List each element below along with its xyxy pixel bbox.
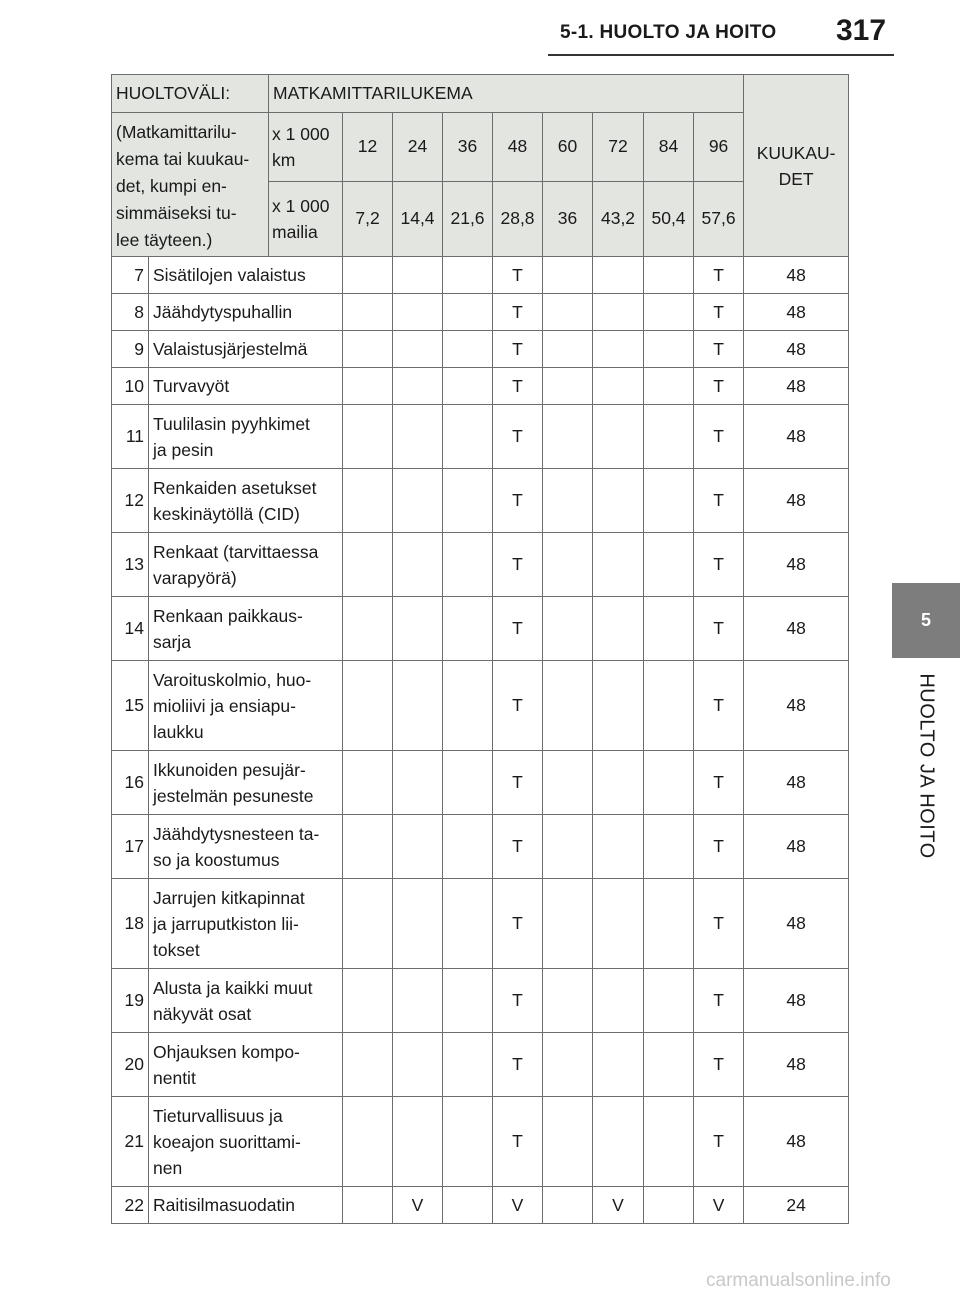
mile-unit-line: mailia	[272, 221, 318, 242]
km-interval-value: 96	[694, 113, 744, 182]
service-mark	[343, 294, 393, 331]
service-mark: T	[493, 597, 543, 661]
item-number: 9	[112, 331, 149, 368]
chapter-tab-number: 5	[920, 610, 931, 630]
service-mark	[393, 969, 443, 1033]
service-mark: V	[493, 1187, 543, 1224]
km-interval-value: 84	[644, 113, 694, 182]
item-name	[149, 1187, 343, 1224]
table-row	[112, 969, 849, 1033]
table-row	[112, 1097, 849, 1187]
item-name-line: so ja koostumus	[153, 849, 280, 870]
item-name-line: Renkaat (tarvittaessa	[153, 541, 319, 562]
mile-interval-value: 14,4	[393, 181, 443, 256]
service-mark: T	[694, 294, 744, 331]
mile-interval-value: 21,6	[443, 181, 493, 256]
section-title: 5-1. HUOLTO JA HOITO	[560, 22, 777, 43]
service-mark	[343, 879, 393, 969]
page-number: 317	[836, 14, 887, 47]
service-mark: T	[493, 815, 543, 879]
service-mark	[593, 815, 644, 879]
months-value: 48	[744, 815, 849, 879]
item-name	[149, 661, 343, 751]
item-name-line: Jarrujen kitkapinnat	[153, 887, 305, 908]
service-mark	[593, 257, 644, 294]
service-mark: T	[493, 1097, 543, 1187]
chapter-side-label: HUOLTO JA HOITO	[915, 673, 938, 859]
months-label	[744, 140, 848, 192]
item-name	[149, 1097, 343, 1187]
service-mark	[393, 1033, 443, 1097]
km-header-row	[112, 113, 849, 182]
item-name-line: sarja	[153, 631, 191, 652]
service-mark	[593, 661, 644, 751]
service-mark	[443, 597, 493, 661]
service-mark	[543, 1033, 593, 1097]
service-mark: T	[694, 533, 744, 597]
item-number: 19	[112, 969, 149, 1033]
service-mark	[593, 1033, 644, 1097]
item-number: 16	[112, 751, 149, 815]
odometer-label: MATKAMITTARILUKEMA	[269, 75, 744, 113]
table-row	[112, 1033, 849, 1097]
mile-unit-line: x 1 000	[272, 195, 330, 216]
mile-interval-value: 28,8	[493, 181, 543, 256]
service-mark	[443, 879, 493, 969]
km-interval-value: 12	[343, 113, 393, 182]
service-mark: T	[694, 1097, 744, 1187]
service-mark	[393, 405, 443, 469]
service-mark	[543, 533, 593, 597]
table-header-row	[112, 75, 849, 113]
service-mark	[543, 1187, 593, 1224]
service-mark	[393, 469, 443, 533]
service-mark	[543, 368, 593, 405]
item-name	[149, 597, 343, 661]
header-divider	[548, 54, 894, 56]
service-mark	[644, 331, 694, 368]
months-value: 48	[744, 405, 849, 469]
km-interval-value: 72	[593, 113, 644, 182]
item-name	[149, 294, 343, 331]
service-mark	[644, 1033, 694, 1097]
table-row	[112, 879, 849, 969]
item-name-line: Valaistusjärjestelmä	[153, 339, 308, 359]
service-mark	[644, 533, 694, 597]
item-name-line: laukku	[153, 721, 204, 742]
service-mark	[343, 969, 393, 1033]
months-value: 48	[744, 661, 849, 751]
item-name	[149, 1033, 343, 1097]
km-interval-value: 60	[543, 113, 593, 182]
service-mark	[393, 533, 443, 597]
service-mark	[443, 257, 493, 294]
item-name-line: ja pesin	[153, 439, 214, 460]
service-mark	[593, 405, 644, 469]
item-number: 21	[112, 1097, 149, 1187]
maintenance-schedule-table	[111, 74, 849, 1224]
item-number: 20	[112, 1033, 149, 1097]
service-mark: T	[694, 661, 744, 751]
interval-description-line: lee täyteen.)	[116, 230, 213, 250]
item-name-line: Tieturvallisuus ja	[153, 1105, 283, 1126]
months-value: 48	[744, 533, 849, 597]
item-name-line: Raitisilmasuodatin	[153, 1195, 296, 1215]
months-value: 48	[744, 879, 849, 969]
service-mark	[343, 1033, 393, 1097]
service-mark	[393, 331, 443, 368]
service-mark	[443, 368, 493, 405]
table-row	[112, 368, 849, 405]
watermark-text: carmanualsonline.info	[706, 1270, 891, 1291]
table-row	[112, 751, 849, 815]
item-name-line: tokset	[153, 939, 200, 960]
service-mark: T	[493, 879, 543, 969]
mile-interval-value: 43,2	[593, 181, 644, 256]
item-name-line: Ohjauksen kompo-	[153, 1041, 300, 1062]
service-mark	[593, 331, 644, 368]
service-mark	[443, 1097, 493, 1187]
months-label-line: KUUKAU-	[756, 142, 836, 163]
item-name-line: nentit	[153, 1067, 196, 1088]
service-mark	[644, 1097, 694, 1187]
service-mark	[644, 1187, 694, 1224]
service-mark: T	[694, 597, 744, 661]
service-mark	[644, 879, 694, 969]
item-name-line: mioliivi ja ensiapu-	[153, 695, 296, 716]
months-value: 48	[744, 331, 849, 368]
item-number: 13	[112, 533, 149, 597]
service-mark	[543, 469, 593, 533]
service-mark	[393, 815, 443, 879]
service-mark	[593, 879, 644, 969]
service-mark: T	[694, 1033, 744, 1097]
service-mark	[543, 257, 593, 294]
interval-description	[112, 113, 269, 257]
interval-description-line: (Matkamittarilu-	[116, 122, 237, 142]
service-mark: T	[493, 1033, 543, 1097]
service-mark	[393, 294, 443, 331]
item-name-line: jestelmän pesuneste	[153, 785, 314, 806]
service-mark: T	[694, 368, 744, 405]
item-name	[149, 469, 343, 533]
service-mark	[393, 879, 443, 969]
table-row	[112, 331, 849, 368]
item-number: 14	[112, 597, 149, 661]
service-mark	[543, 969, 593, 1033]
service-mark	[543, 879, 593, 969]
service-mark	[593, 597, 644, 661]
chapter-tab[interactable]	[892, 583, 960, 658]
service-mark: T	[493, 257, 543, 294]
table-row	[112, 469, 849, 533]
mile-unit	[269, 181, 343, 256]
item-name-line: Jäähdytyspuhallin	[153, 302, 293, 322]
table-row	[112, 597, 849, 661]
service-mark	[443, 405, 493, 469]
service-mark: T	[493, 469, 543, 533]
service-mark	[443, 469, 493, 533]
km-interval-value: 24	[393, 113, 443, 182]
service-mark	[543, 294, 593, 331]
service-mark: V	[593, 1187, 644, 1224]
km-unit	[269, 113, 343, 182]
service-mark	[593, 469, 644, 533]
item-name	[149, 533, 343, 597]
item-name-line: Jäähdytysnesteen ta-	[153, 823, 320, 844]
months-value: 48	[744, 469, 849, 533]
item-name-line: Varoituskolmio, huo-	[153, 669, 312, 690]
service-mark: T	[493, 405, 543, 469]
item-name	[149, 969, 343, 1033]
item-name	[149, 751, 343, 815]
service-mark	[644, 815, 694, 879]
service-mark: T	[493, 294, 543, 331]
item-name	[149, 405, 343, 469]
table-row	[112, 294, 849, 331]
service-mark	[343, 469, 393, 533]
service-mark	[443, 331, 493, 368]
km-unit-line: x 1 000	[272, 123, 330, 144]
table-row	[112, 405, 849, 469]
item-name-line: Alusta ja kaikki muut	[153, 977, 313, 998]
service-mark	[593, 969, 644, 1033]
months-value: 48	[744, 751, 849, 815]
service-mark	[543, 661, 593, 751]
service-mark	[644, 257, 694, 294]
interval-description-line: det, kumpi en-	[116, 176, 227, 196]
months-value: 48	[744, 1033, 849, 1097]
service-mark: T	[493, 533, 543, 597]
service-mark	[543, 815, 593, 879]
service-mark	[343, 533, 393, 597]
table-row	[112, 661, 849, 751]
service-mark	[393, 597, 443, 661]
service-mark	[343, 815, 393, 879]
table-row	[112, 257, 849, 294]
table-row	[112, 815, 849, 879]
item-number: 12	[112, 469, 149, 533]
service-mark	[343, 257, 393, 294]
table-row	[112, 1187, 849, 1224]
item-number: 11	[112, 405, 149, 469]
service-mark	[644, 597, 694, 661]
service-mark	[393, 661, 443, 751]
table-row	[112, 533, 849, 597]
km-unit-line: km	[272, 149, 296, 170]
service-mark	[593, 1097, 644, 1187]
service-mark	[593, 368, 644, 405]
item-name	[149, 257, 343, 294]
service-mark: T	[694, 405, 744, 469]
service-mark: T	[694, 469, 744, 533]
mile-interval-value: 57,6	[694, 181, 744, 256]
item-name-line: Tuulilasin pyyhkimet	[153, 413, 310, 434]
service-mark	[393, 257, 443, 294]
months-value: 48	[744, 1097, 849, 1187]
service-mark: V	[393, 1187, 443, 1224]
item-number: 7	[112, 257, 149, 294]
item-name-line: Sisätilojen valaistus	[153, 265, 306, 285]
months-label-line: DET	[778, 168, 814, 189]
service-mark	[443, 1033, 493, 1097]
item-name-line: Renkaan paikkaus-	[153, 605, 303, 626]
service-mark: T	[493, 969, 543, 1033]
service-mark	[593, 533, 644, 597]
service-mark: T	[694, 879, 744, 969]
service-mark	[543, 1097, 593, 1187]
service-mark: T	[694, 969, 744, 1033]
service-mark	[343, 751, 393, 815]
service-mark	[644, 661, 694, 751]
service-mark	[543, 405, 593, 469]
service-mark: T	[493, 661, 543, 751]
service-mark	[343, 597, 393, 661]
service-mark: T	[694, 815, 744, 879]
service-mark	[593, 294, 644, 331]
service-mark	[343, 661, 393, 751]
service-mark	[443, 751, 493, 815]
item-name	[149, 331, 343, 368]
mile-interval-value: 36	[543, 181, 593, 256]
months-value: 48	[744, 368, 849, 405]
service-mark	[343, 368, 393, 405]
item-number: 22	[112, 1187, 149, 1224]
months-value: 24	[744, 1187, 849, 1224]
service-mark	[644, 751, 694, 815]
service-mark	[644, 969, 694, 1033]
service-mark	[343, 331, 393, 368]
months-value: 48	[744, 257, 849, 294]
item-number: 18	[112, 879, 149, 969]
months-header	[744, 75, 849, 257]
item-name-line: Turvavyöt	[153, 376, 230, 396]
interval-description-line: simmäiseksi tu-	[116, 203, 237, 223]
service-mark: T	[694, 257, 744, 294]
service-mark	[343, 405, 393, 469]
months-value: 48	[744, 597, 849, 661]
service-mark	[593, 751, 644, 815]
service-mark: T	[694, 751, 744, 815]
service-mark	[644, 294, 694, 331]
interval-description-line: kema tai kuukau-	[116, 149, 250, 169]
service-mark	[644, 368, 694, 405]
service-mark	[343, 1187, 393, 1224]
service-mark	[543, 597, 593, 661]
item-name-line: näkyvät osat	[153, 1003, 252, 1024]
service-mark	[644, 469, 694, 533]
service-mark	[543, 331, 593, 368]
item-number: 15	[112, 661, 149, 751]
service-mark	[443, 533, 493, 597]
item-name-line: keskinäytöllä (CID)	[153, 503, 300, 524]
mile-interval-value: 7,2	[343, 181, 393, 256]
service-mark	[443, 969, 493, 1033]
km-interval-value: 48	[493, 113, 543, 182]
service-mark	[644, 405, 694, 469]
item-number: 10	[112, 368, 149, 405]
service-mark	[393, 751, 443, 815]
months-value: 48	[744, 294, 849, 331]
item-name-line: Renkaiden asetukset	[153, 477, 317, 498]
service-mark	[543, 751, 593, 815]
service-mark	[443, 815, 493, 879]
service-mark: V	[694, 1187, 744, 1224]
service-mark: T	[493, 368, 543, 405]
item-name	[149, 815, 343, 879]
service-mark: T	[694, 331, 744, 368]
service-mark	[343, 1097, 393, 1187]
service-mark	[443, 1187, 493, 1224]
service-mark: T	[493, 751, 543, 815]
item-name	[149, 368, 343, 405]
service-mark	[393, 368, 443, 405]
item-name-line: varapyörä)	[153, 567, 237, 588]
months-value: 48	[744, 969, 849, 1033]
item-name-line: ja jarruputkiston lii-	[153, 913, 299, 934]
km-interval-value: 36	[443, 113, 493, 182]
service-mark	[443, 661, 493, 751]
item-name-line: koeajon suorittami-	[153, 1131, 301, 1152]
item-name-line: nen	[153, 1157, 183, 1178]
item-name-line: Ikkunoiden pesujär-	[153, 759, 306, 780]
item-name	[149, 879, 343, 969]
service-mark	[393, 1097, 443, 1187]
service-mark	[443, 294, 493, 331]
interval-label: HUOLTOVÄLI:	[112, 75, 269, 113]
mile-interval-value: 50,4	[644, 181, 694, 256]
service-mark: T	[493, 331, 543, 368]
item-number: 8	[112, 294, 149, 331]
item-number: 17	[112, 815, 149, 879]
